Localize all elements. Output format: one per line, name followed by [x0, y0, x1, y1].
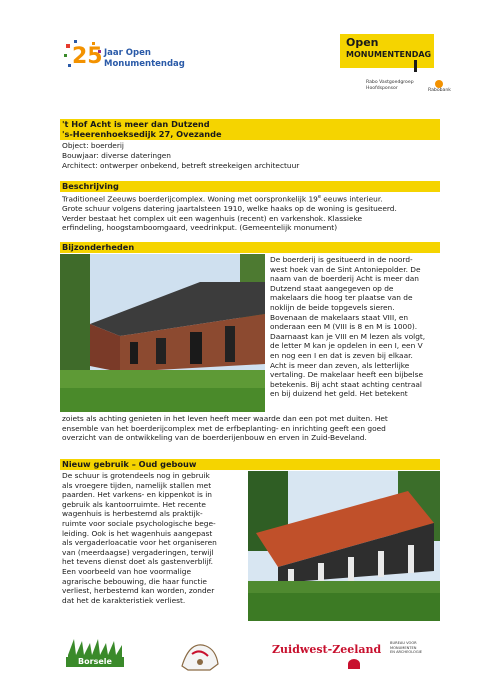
zw-label: Zuidwest-Zeeland [272, 643, 382, 656]
text-line: ruimte voor sociale psychologische bege- [62, 518, 216, 528]
beschrijving-bar [60, 181, 440, 192]
logo-open-monumentendag [340, 34, 434, 68]
text-line: betekenis. Bij acht staat achting centraal [270, 379, 422, 389]
text-line: ensemble van het boerderijcomplex met de erfbeplanting- en inrichting geeft een goed [62, 423, 386, 433]
nieuw-gebruik-bar [60, 459, 440, 470]
logo-line1: Jaar Open [104, 48, 151, 58]
text-line: en nog een I en dat is zeven bij elkaar. [270, 350, 413, 360]
address: 's-Heerenhoeksedijk 27, Ovezande [62, 129, 222, 139]
text-line: leiding. Ook is het wagenhuis aangepast [62, 528, 213, 538]
barn-photo [60, 254, 265, 412]
text-line: De schuur is grotendeels nog in gebruik [62, 471, 210, 480]
beschrijving-heading: Beschrijving [62, 181, 119, 191]
text-line: west hoek van de Sint Antoniepolder. De [270, 264, 421, 274]
text-line: paarden. Het varkens- en kippenkot is in [62, 490, 212, 500]
nieuw-gebruik-text [62, 471, 217, 605]
sponsor-rabo-vastgoed [366, 80, 414, 92]
logo-25-jaar [64, 40, 204, 76]
logo-monumentendag: MONUMENTENDAG [346, 50, 432, 59]
text-line: Een voorbeeld van hoe voormalige [62, 566, 192, 576]
architect-line: Architect: ontwerper onbekend, betreft streekeigen architectuur [62, 161, 300, 170]
bijzonderheden-bar [60, 242, 440, 253]
text-line: als vroegere tijden, namelijk stallen met [62, 480, 212, 490]
text-line: naam van de boerderij Acht is meer dan [270, 274, 419, 284]
zw-sub: BUREAU VOOR MONUMENTEN EN ARCHEOLOGIE [390, 641, 423, 655]
text-line: noklijn de beide topgevels sieren. [270, 302, 395, 312]
text-line: het tevens dienst doet als gastenverblijf. [62, 557, 214, 567]
sponsor-rabobank [428, 80, 451, 93]
text-line: vertaling. De makelaar heeft een bijbelse [270, 370, 424, 380]
bijzonderheden-full-text [62, 414, 388, 443]
borsele-label: Borsele [66, 657, 124, 667]
text-line: de letter M kan je opdelen in een I, een V [270, 341, 423, 351]
page-title: 't Hof Acht is meer dan Dutzend [62, 119, 210, 129]
zw-emblem-icon [348, 659, 360, 669]
logo-number: 25 [72, 44, 103, 69]
beschrijving-line: erfindeling, hoogstamboomgaard, veedrinkput. (Gemeentelijk monument) [62, 223, 338, 233]
year-line: Bouwjaar: diverse dateringen [62, 151, 171, 160]
text-line: Acht is meer dan zeven, als letterlijke [270, 360, 410, 370]
logo-open: Open [346, 36, 379, 49]
rabobank-logo-icon [435, 80, 443, 88]
sponsor-sub: Hoofdsponsor [366, 86, 398, 91]
text-line: Daarnaast kan je VIII en M lezen als volgt, [270, 331, 426, 341]
logo-pin-icon [414, 60, 417, 72]
text-line: onderaan een M (VIII is 8 en M is 1000). [270, 322, 418, 332]
text-line: gebruik als kantoorruimte. Het recente [62, 499, 206, 509]
beschrijving-line: Verder bestaat het complex uit een wagenhuis (recent) en varkenshok. Klassieke [62, 213, 363, 223]
text-line: dat het de karakteristiek verliest. [62, 595, 186, 605]
text-line: Bovenaan de makelaars staat VIII, en [270, 312, 409, 322]
text-line: van (meerdaagse) vergaderingen, terwijl [62, 547, 214, 557]
sponsor-name: Rabo Vastgoedgroep [366, 80, 414, 85]
text-line: Dutzend staat aangegeven op de [270, 283, 394, 293]
address-bar [60, 129, 440, 140]
bijzonderheden-heading: Bijzonderheden [62, 242, 135, 252]
text-line: makelaars die hoog ter plaatse van de [270, 293, 413, 303]
beschrijving-text [62, 193, 397, 233]
heraldic-emblem [176, 636, 224, 674]
object-line: Object: boerderij [62, 141, 124, 150]
grass-icon [66, 637, 124, 657]
text-line: en bij duizend het geld. Het betekent [270, 389, 408, 399]
text-line: zoiets als achting genieten in het leven heeft meer waarde dan een pot met duiten. Het [62, 414, 388, 423]
bijzonderheden-right-text [270, 255, 425, 399]
beschrijving-line: Traditioneel Zeeuws boerderijcomplex. Woning met oorspronkelijk 19e eeuws interieur. [62, 194, 383, 204]
zuidwest-zeeland-logo [272, 641, 440, 673]
wagenhuis-photo [248, 471, 440, 621]
text-line: als vergaderloacatie voor het organiseren [62, 538, 217, 548]
logo-line2: Monumentendag [104, 59, 185, 69]
text-line: De boerderij is gesitueerd in de noord- [270, 255, 413, 264]
text-line: wagenhuis is herbestemd als praktijk- [62, 509, 203, 519]
nieuw-gebruik-heading: Nieuw gebruik – Oud gebouw [62, 459, 197, 469]
rabobank-label: Rabobank [428, 88, 451, 93]
beschrijving-line: Grote schuur volgens datering jaartalsteen 1910, welke haaks op de woning is gesitueerd. [62, 204, 397, 214]
borsele-logo [66, 637, 124, 671]
text-line: verliest, herbestemd kan worden, zonder [62, 586, 215, 596]
text-line: agrarische bebouwing, die haar functie [62, 576, 207, 586]
text-line: overzicht van de ontwikkeling van de boerderijenbouw en erven in Zuid-Beveland. [62, 433, 367, 443]
